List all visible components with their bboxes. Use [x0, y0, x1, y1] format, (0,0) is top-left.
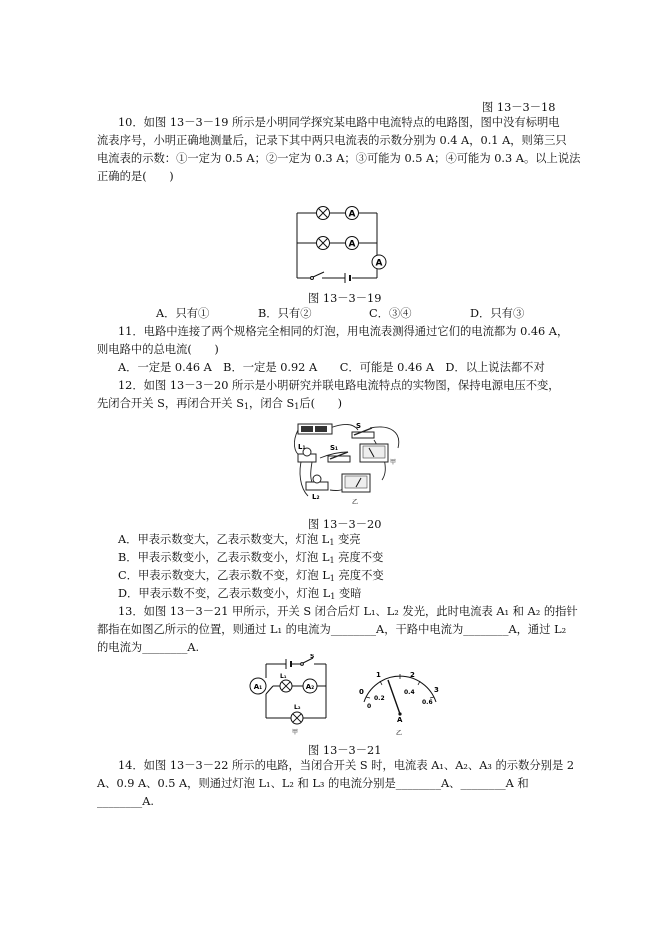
- q12-option-a: [118, 533, 361, 550]
- physical-circuit-13-3-20: [290, 418, 408, 512]
- q11-options: A．一定是 0.46 A B．一定是 0.92 A C．可能是 0.46 A D．以上说法都不对: [118, 361, 545, 374]
- q12-option-c-text: C．甲表示数变大，乙表示数不变，灯泡 L: [118, 569, 330, 582]
- figure-13-3-19-caption: 图 13－3－19: [308, 292, 382, 305]
- lamp-l2-icon: [291, 712, 303, 724]
- scale-top-2: 2: [410, 671, 415, 679]
- fig20-label-l1: L₁: [298, 443, 306, 451]
- figure-13-3-20-caption: 图 13－3－20: [308, 518, 382, 531]
- scale-top-3: 3: [434, 686, 439, 694]
- q10-line-3: 电流表的示数：①一定为 0.5 A；②一定为 0.3 A；③可能为 0.5 A；④可能为 0.3 A。以上说法: [97, 152, 581, 165]
- scale-bottom-06: 0.6: [422, 699, 433, 706]
- q13-line-3: 的电流为________A.: [97, 641, 200, 654]
- q12-option-b-text: B．甲表示数变小，乙表示数变小，灯泡 L: [118, 551, 330, 564]
- svg-text:A: A: [375, 258, 383, 269]
- dial-needle: [388, 680, 400, 714]
- scale-bottom-04: 0.4: [404, 689, 415, 696]
- q12-line-2-a: 先闭合开关 S，再闭合开关 S: [97, 397, 244, 410]
- fig20-label-s1: S₁: [330, 444, 339, 452]
- q12-line-1: 12．如图 13－3－20 所示是小明研究并联电路电流特点的实物图，保持电源电压不变，: [118, 379, 560, 392]
- scale-top-0: 0: [359, 688, 364, 696]
- figure-13-3-21-caption: 图 13－3－21: [308, 744, 382, 757]
- q12-option-c: [118, 569, 384, 586]
- q10-option-d: D．只有③: [470, 307, 525, 320]
- fig20-label-jia: 甲: [390, 459, 397, 466]
- q12-option-d-post: 变暗: [335, 587, 362, 600]
- ammeter-a1-icon: [250, 678, 266, 694]
- circuit-diagram-13-3-21-jia: [240, 654, 336, 736]
- ammeter-middle-icon: [346, 237, 359, 250]
- q12-line-2-sub: 1: [243, 402, 250, 411]
- ammeter-jia-icon: [360, 444, 396, 466]
- q12-option-d: [118, 587, 361, 604]
- ammeter-dial-13-3-21-yi: [352, 664, 448, 738]
- scale-bottom-0: 0: [367, 703, 372, 710]
- lamp-middle-icon: [317, 237, 330, 250]
- scale-top-1: 1: [376, 671, 381, 679]
- dial-unit-a: A: [397, 716, 403, 724]
- q14-line-3: ________A.: [97, 795, 154, 808]
- q14-line-2: A、0.9 A、0.5 A，则通过灯泡 L₁、L₂ 和 L₃ 的电流分别是________A、________A 和: [97, 777, 529, 790]
- q12-option-b-sub: 1: [329, 556, 335, 565]
- circuit-diagram-13-3-19: [290, 200, 392, 286]
- q12-line-2: [97, 397, 342, 414]
- q12-option-a-post: 变亮: [334, 533, 361, 546]
- q12-option-a-sub: 1: [329, 538, 335, 547]
- q12-line-2-sub2: 1: [294, 402, 300, 411]
- q13-line-1: 13．如图 13－3－21 甲所示，开关 S 闭合后灯 L₁、L₂ 发光，此时电流表 A₁ 和 A₂ 的指针: [118, 605, 578, 618]
- fig21-label-l2: L₂: [294, 704, 301, 711]
- q10-line-1: 10．如图 13－3－19 所示是小明同学探究某电路中电流特点的电路图，图中没有标明电: [118, 116, 560, 129]
- q10-option-c: C．③④: [369, 307, 412, 320]
- fig20-label-l2: L₂: [312, 493, 320, 501]
- q11-line-2: 则电路中的总电流( ): [97, 343, 219, 356]
- ammeter-yi-icon: [342, 474, 370, 506]
- fig21-label-l1: L₁: [280, 673, 287, 680]
- scale-bottom-02: 0.2: [374, 695, 385, 702]
- lamp-top-icon: [317, 207, 330, 220]
- q12-line-2-c: 后( ): [299, 397, 343, 410]
- fig21-label-s: S: [310, 654, 315, 660]
- q12-line-2-b: ，闭合 S: [249, 397, 295, 410]
- fig21-label-a1: A₁: [253, 683, 263, 691]
- lamp-l1-icon: [298, 443, 316, 462]
- q11-line-1: 11．电路中连接了两个规格完全相同的灯泡，用电流表测得通过它们的电流都为 0.46 A，: [118, 325, 569, 338]
- q10-line-2: 流表序号，小明正确地测量后，记录下其中两只电流表的示数分别为 0.4 A，0.1 A，则第三只: [97, 134, 567, 147]
- q14-line-1: 14．如图 13－3－22 所示的电路，当闭合开关 S 时，电流表 A₁、A₂、A₃ 的示数分别是 2: [118, 759, 575, 772]
- ammeter-top-icon: [346, 207, 359, 220]
- q10-option-b: B．只有②: [258, 307, 312, 320]
- svg-text:A: A: [348, 209, 356, 220]
- fig21-label-yi: 乙: [396, 730, 403, 737]
- ammeter-a2-icon: [303, 679, 317, 693]
- q12-option-b: [118, 551, 383, 568]
- ammeter-right-icon: [372, 255, 386, 269]
- q12-option-c-sub: 1: [329, 574, 335, 583]
- q12-option-a-text: A．甲表示数变大，乙表示数变大，灯泡 L: [118, 533, 330, 546]
- lamp-l2-icon: [306, 475, 328, 501]
- q12-option-d-text: D．甲表示数不变，乙表示数变小，灯泡 L: [118, 587, 331, 600]
- q12-option-c-post: 亮度不变: [334, 569, 384, 582]
- q12-option-b-post: 亮度不变: [334, 551, 384, 564]
- figure-13-3-18-caption: 图 13－3－18: [482, 101, 556, 114]
- fig21-label-jia: 甲: [292, 729, 299, 736]
- fig20-label-yi: 乙: [352, 499, 359, 506]
- q10-option-a: A．只有①: [156, 307, 210, 320]
- lamp-l1-icon: [280, 680, 292, 692]
- switch-s-icon: [352, 422, 374, 438]
- fig21-label-a2: A₂: [305, 683, 315, 691]
- q13-line-2: 都指在如图乙所示的位置，则通过 L₁ 的电流为________A，干路中电流为________A，通过 L₂: [97, 623, 567, 636]
- svg-text:A: A: [348, 239, 356, 250]
- fig20-label-s: S: [356, 422, 362, 430]
- q10-line-4: 正确的是( ): [97, 170, 174, 183]
- q12-option-d-sub: 1: [330, 592, 336, 601]
